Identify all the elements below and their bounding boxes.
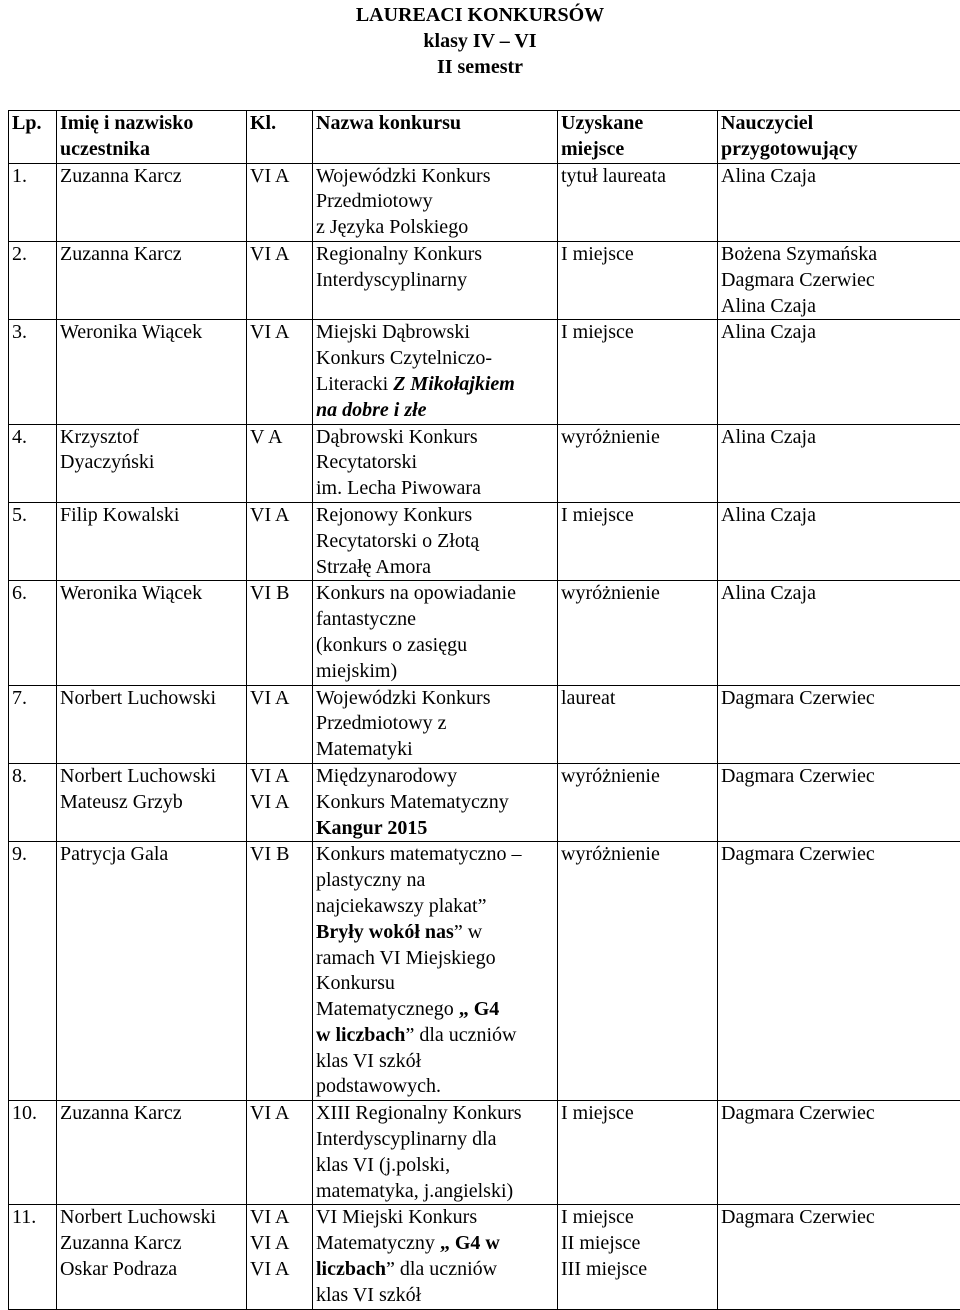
participant-cell	[57, 581, 247, 685]
class-cell	[247, 581, 313, 685]
contest-line: Międzynarodowy	[316, 764, 557, 790]
contest-line: Rejonowy Konkurs	[316, 503, 557, 529]
header-teacher	[718, 111, 960, 164]
participant-name: Mateusz Grzyb	[60, 790, 246, 816]
class-value: VI A	[250, 164, 312, 190]
document-title: LAUREACI KONKURSÓW	[0, 0, 960, 29]
participant-cell	[57, 763, 247, 841]
teacher-name: Alina Czaja	[721, 503, 960, 529]
teacher-name: Dagmara Czerwiec	[721, 842, 960, 868]
contest-line: Miejski Dąbrowski	[316, 320, 557, 346]
row-number: 11.	[9, 1205, 57, 1309]
teacher-cell	[718, 842, 960, 1101]
participant-name: Zuzanna Karcz	[60, 164, 246, 190]
contest-line: klas VI szkół	[316, 1283, 557, 1309]
contest-cell	[313, 1205, 558, 1309]
place-value: wyróżnienie	[561, 842, 717, 868]
place-cell	[558, 320, 718, 424]
class-cell	[247, 1205, 313, 1309]
class-value: VI A	[250, 1205, 312, 1231]
contest-line: matematyka, j.angielski)	[316, 1179, 557, 1205]
contest-line: podstawowych.	[316, 1074, 557, 1100]
class-value: VI A	[250, 1101, 312, 1127]
header-class: Kl.	[247, 111, 313, 164]
contest-text: ” dla uczniów	[386, 1258, 497, 1280]
place-value: I miejsce	[561, 503, 717, 529]
contest-line: XIII Regionalny Konkurs	[316, 1101, 557, 1127]
class-value: VI B	[250, 581, 312, 607]
participant-name: Patrycja Gala	[60, 842, 246, 868]
class-value: VI A	[250, 764, 312, 790]
contest-line: fantastyczne	[316, 607, 557, 633]
table-row	[9, 502, 960, 580]
class-value: VI B	[250, 842, 312, 868]
teacher-cell	[718, 320, 960, 424]
contest-title-emphasis: Z Mikołajkiem	[393, 373, 515, 395]
table-row	[9, 1205, 960, 1309]
place-cell	[558, 1205, 718, 1309]
participant-cell	[57, 1205, 247, 1309]
table-row	[9, 163, 960, 241]
contest-line: z Języka Polskiego	[316, 215, 557, 241]
document-subtitle-semester: II semestr	[0, 55, 960, 81]
header-name	[57, 111, 247, 164]
teacher-name: Alina Czaja	[721, 294, 960, 320]
header-name-line1: Imię i nazwisko	[60, 111, 246, 137]
table-row	[9, 241, 960, 319]
place-cell	[558, 1101, 718, 1205]
contest-line: Konkurs Matematyczny	[316, 790, 557, 816]
contest-line: Interdyscyplinarny	[316, 268, 557, 294]
table-row	[9, 424, 960, 502]
contest-line: Konkurs na opowiadanie	[316, 581, 557, 607]
participant-name: Zuzanna Karcz	[60, 1231, 246, 1257]
contest-line: (konkurs o zasięgu	[316, 633, 557, 659]
teacher-name: Bożena Szymańska	[721, 242, 960, 268]
table-header-row	[9, 111, 960, 164]
contest-line	[316, 1023, 557, 1049]
contest-title-emphasis: „ G4 w	[440, 1232, 500, 1254]
place-value: III miejsce	[561, 1257, 717, 1283]
contest-cell	[313, 763, 558, 841]
class-value: VI A	[250, 503, 312, 529]
class-value: VI A	[250, 790, 312, 816]
contest-line	[316, 997, 557, 1023]
row-number: 9.	[9, 842, 57, 1101]
row-number: 5.	[9, 502, 57, 580]
class-value: VI A	[250, 320, 312, 346]
teacher-cell	[718, 581, 960, 685]
contest-title-emphasis: „ G4	[459, 998, 500, 1020]
contest-cell	[313, 163, 558, 241]
contest-text: Matematyczny	[316, 1232, 435, 1254]
contest-text: Literacki	[316, 373, 388, 395]
place-cell	[558, 581, 718, 685]
table-row	[9, 1101, 960, 1205]
participant-name: Oskar Podraza	[60, 1257, 246, 1283]
contest-cell	[313, 424, 558, 502]
header-place-line2: miejsce	[561, 137, 717, 163]
header-lp: Lp.	[9, 111, 57, 164]
participant-cell	[57, 241, 247, 319]
place-value: wyróżnienie	[561, 425, 717, 451]
contest-line: miejskim)	[316, 659, 557, 685]
contest-line: VI Miejski Konkurs	[316, 1205, 557, 1231]
teacher-cell	[718, 1205, 960, 1309]
contest-line: Matematyki	[316, 737, 557, 763]
contest-line: Konkurs Czytelniczo-	[316, 346, 557, 372]
contest-text: Matematycznego	[316, 998, 454, 1020]
contest-line: Wojewódzki Konkurs	[316, 686, 557, 712]
participant-cell	[57, 163, 247, 241]
place-value: I miejsce	[561, 1205, 717, 1231]
contest-cell	[313, 685, 558, 763]
participant-cell	[57, 842, 247, 1101]
row-number: 6.	[9, 581, 57, 685]
teacher-cell	[718, 1101, 960, 1205]
contest-line: im. Lecha Piwowara	[316, 476, 557, 502]
teacher-cell	[718, 502, 960, 580]
teacher-name: Alina Czaja	[721, 164, 960, 190]
class-cell	[247, 685, 313, 763]
contest-cell	[313, 502, 558, 580]
place-cell	[558, 163, 718, 241]
class-cell	[247, 502, 313, 580]
place-value: laureat	[561, 686, 717, 712]
laureates-table	[8, 110, 960, 1310]
teacher-name: Alina Czaja	[721, 581, 960, 607]
teacher-name: Dagmara Czerwiec	[721, 686, 960, 712]
header-contest: Nazwa konkursu	[313, 111, 558, 164]
table-row	[9, 763, 960, 841]
row-number: 2.	[9, 241, 57, 319]
participant-name: Norbert Luchowski	[60, 764, 246, 790]
contest-cell	[313, 581, 558, 685]
class-cell	[247, 424, 313, 502]
contest-title-emphasis: na dobre i złe	[316, 398, 557, 424]
participant-cell	[57, 685, 247, 763]
contest-title-emphasis: liczbach	[316, 1258, 386, 1280]
participant-name: Norbert Luchowski	[60, 1205, 246, 1231]
header-teacher-line2: przygotowujący	[721, 137, 960, 163]
contest-text: ” w	[454, 921, 482, 943]
contest-line: Interdyscyplinarny dla	[316, 1127, 557, 1153]
contest-line: Strzałę Amora	[316, 555, 557, 581]
participant-name: Dyaczyński	[60, 450, 246, 476]
contest-cell	[313, 241, 558, 319]
contest-line: Konkursu	[316, 971, 557, 997]
class-value: VI A	[250, 686, 312, 712]
contest-line: plastyczny na	[316, 868, 557, 894]
contest-cell	[313, 320, 558, 424]
contest-line: Recytatorski	[316, 450, 557, 476]
participant-name: Zuzanna Karcz	[60, 1101, 246, 1127]
place-value: wyróżnienie	[561, 581, 717, 607]
teacher-name: Dagmara Czerwiec	[721, 268, 960, 294]
place-cell	[558, 241, 718, 319]
class-cell	[247, 842, 313, 1101]
contest-cell	[313, 842, 558, 1101]
contest-line: klas VI (j.polski,	[316, 1153, 557, 1179]
contest-line: najciekawszy plakat”	[316, 894, 557, 920]
document-subtitle-classes: klasy IV – VI	[0, 29, 960, 55]
place-cell	[558, 763, 718, 841]
header-place	[558, 111, 718, 164]
contest-line	[316, 1257, 557, 1283]
teacher-name: Alina Czaja	[721, 320, 960, 346]
participant-name: Filip Kowalski	[60, 503, 246, 529]
place-cell	[558, 685, 718, 763]
class-cell	[247, 241, 313, 319]
row-number: 1.	[9, 163, 57, 241]
teacher-cell	[718, 424, 960, 502]
header-name-line2: uczestnika	[60, 137, 246, 163]
class-value: VI A	[250, 1231, 312, 1257]
place-cell	[558, 424, 718, 502]
participant-cell	[57, 424, 247, 502]
place-value: I miejsce	[561, 242, 717, 268]
table-row	[9, 320, 960, 424]
contest-line: Wojewódzki Konkurs	[316, 164, 557, 190]
class-cell	[247, 763, 313, 841]
participant-name: Weronika Wiącek	[60, 320, 246, 346]
contest-text: ” dla uczniów	[405, 1024, 516, 1046]
teacher-name: Dagmara Czerwiec	[721, 1101, 960, 1127]
place-value: I miejsce	[561, 320, 717, 346]
table-row	[9, 685, 960, 763]
contest-title-emphasis: Bryły wokół nas	[316, 921, 454, 943]
teacher-name: Dagmara Czerwiec	[721, 1205, 960, 1231]
class-cell	[247, 320, 313, 424]
place-value: tytuł laureata	[561, 164, 717, 190]
contest-line: Dąbrowski Konkurs	[316, 425, 557, 451]
table-row	[9, 581, 960, 685]
teacher-cell	[718, 241, 960, 319]
row-number: 7.	[9, 685, 57, 763]
contest-line: klas VI szkół	[316, 1049, 557, 1075]
contest-line: Przedmiotowy z	[316, 711, 557, 737]
class-cell	[247, 1101, 313, 1205]
teacher-cell	[718, 163, 960, 241]
place-cell	[558, 502, 718, 580]
contest-line: Konkurs matematyczno –	[316, 842, 557, 868]
class-cell	[247, 163, 313, 241]
teacher-name: Alina Czaja	[721, 425, 960, 451]
participant-name: Weronika Wiącek	[60, 581, 246, 607]
row-number: 10.	[9, 1101, 57, 1205]
class-value: VI A	[250, 1257, 312, 1283]
header-place-line1: Uzyskane	[561, 111, 717, 137]
place-value: I miejsce	[561, 1101, 717, 1127]
row-number: 8.	[9, 763, 57, 841]
contest-line: Regionalny Konkurs	[316, 242, 557, 268]
class-value: VI A	[250, 242, 312, 268]
teacher-name: Dagmara Czerwiec	[721, 764, 960, 790]
contest-line: Recytatorski o Złotą	[316, 529, 557, 555]
participant-name: Krzysztof	[60, 425, 246, 451]
contest-line	[316, 1231, 557, 1257]
class-value: V A	[250, 425, 312, 451]
contest-line	[316, 372, 557, 398]
participant-cell	[57, 1101, 247, 1205]
row-number: 3.	[9, 320, 57, 424]
participant-cell	[57, 502, 247, 580]
participant-name: Norbert Luchowski	[60, 686, 246, 712]
row-number: 4.	[9, 424, 57, 502]
place-cell	[558, 842, 718, 1101]
place-value: wyróżnienie	[561, 764, 717, 790]
contest-line: ramach VI Miejskiego	[316, 946, 557, 972]
teacher-cell	[718, 685, 960, 763]
contest-line: Przedmiotowy	[316, 189, 557, 215]
place-value: II miejsce	[561, 1231, 717, 1257]
contest-cell	[313, 1101, 558, 1205]
participant-cell	[57, 320, 247, 424]
contest-title-emphasis: w liczbach	[316, 1024, 405, 1046]
table-row	[9, 842, 960, 1101]
contest-line	[316, 920, 557, 946]
teacher-cell	[718, 763, 960, 841]
contest-title-emphasis: Kangur 2015	[316, 816, 557, 842]
participant-name: Zuzanna Karcz	[60, 242, 246, 268]
header-teacher-line1: Nauczyciel	[721, 111, 960, 137]
